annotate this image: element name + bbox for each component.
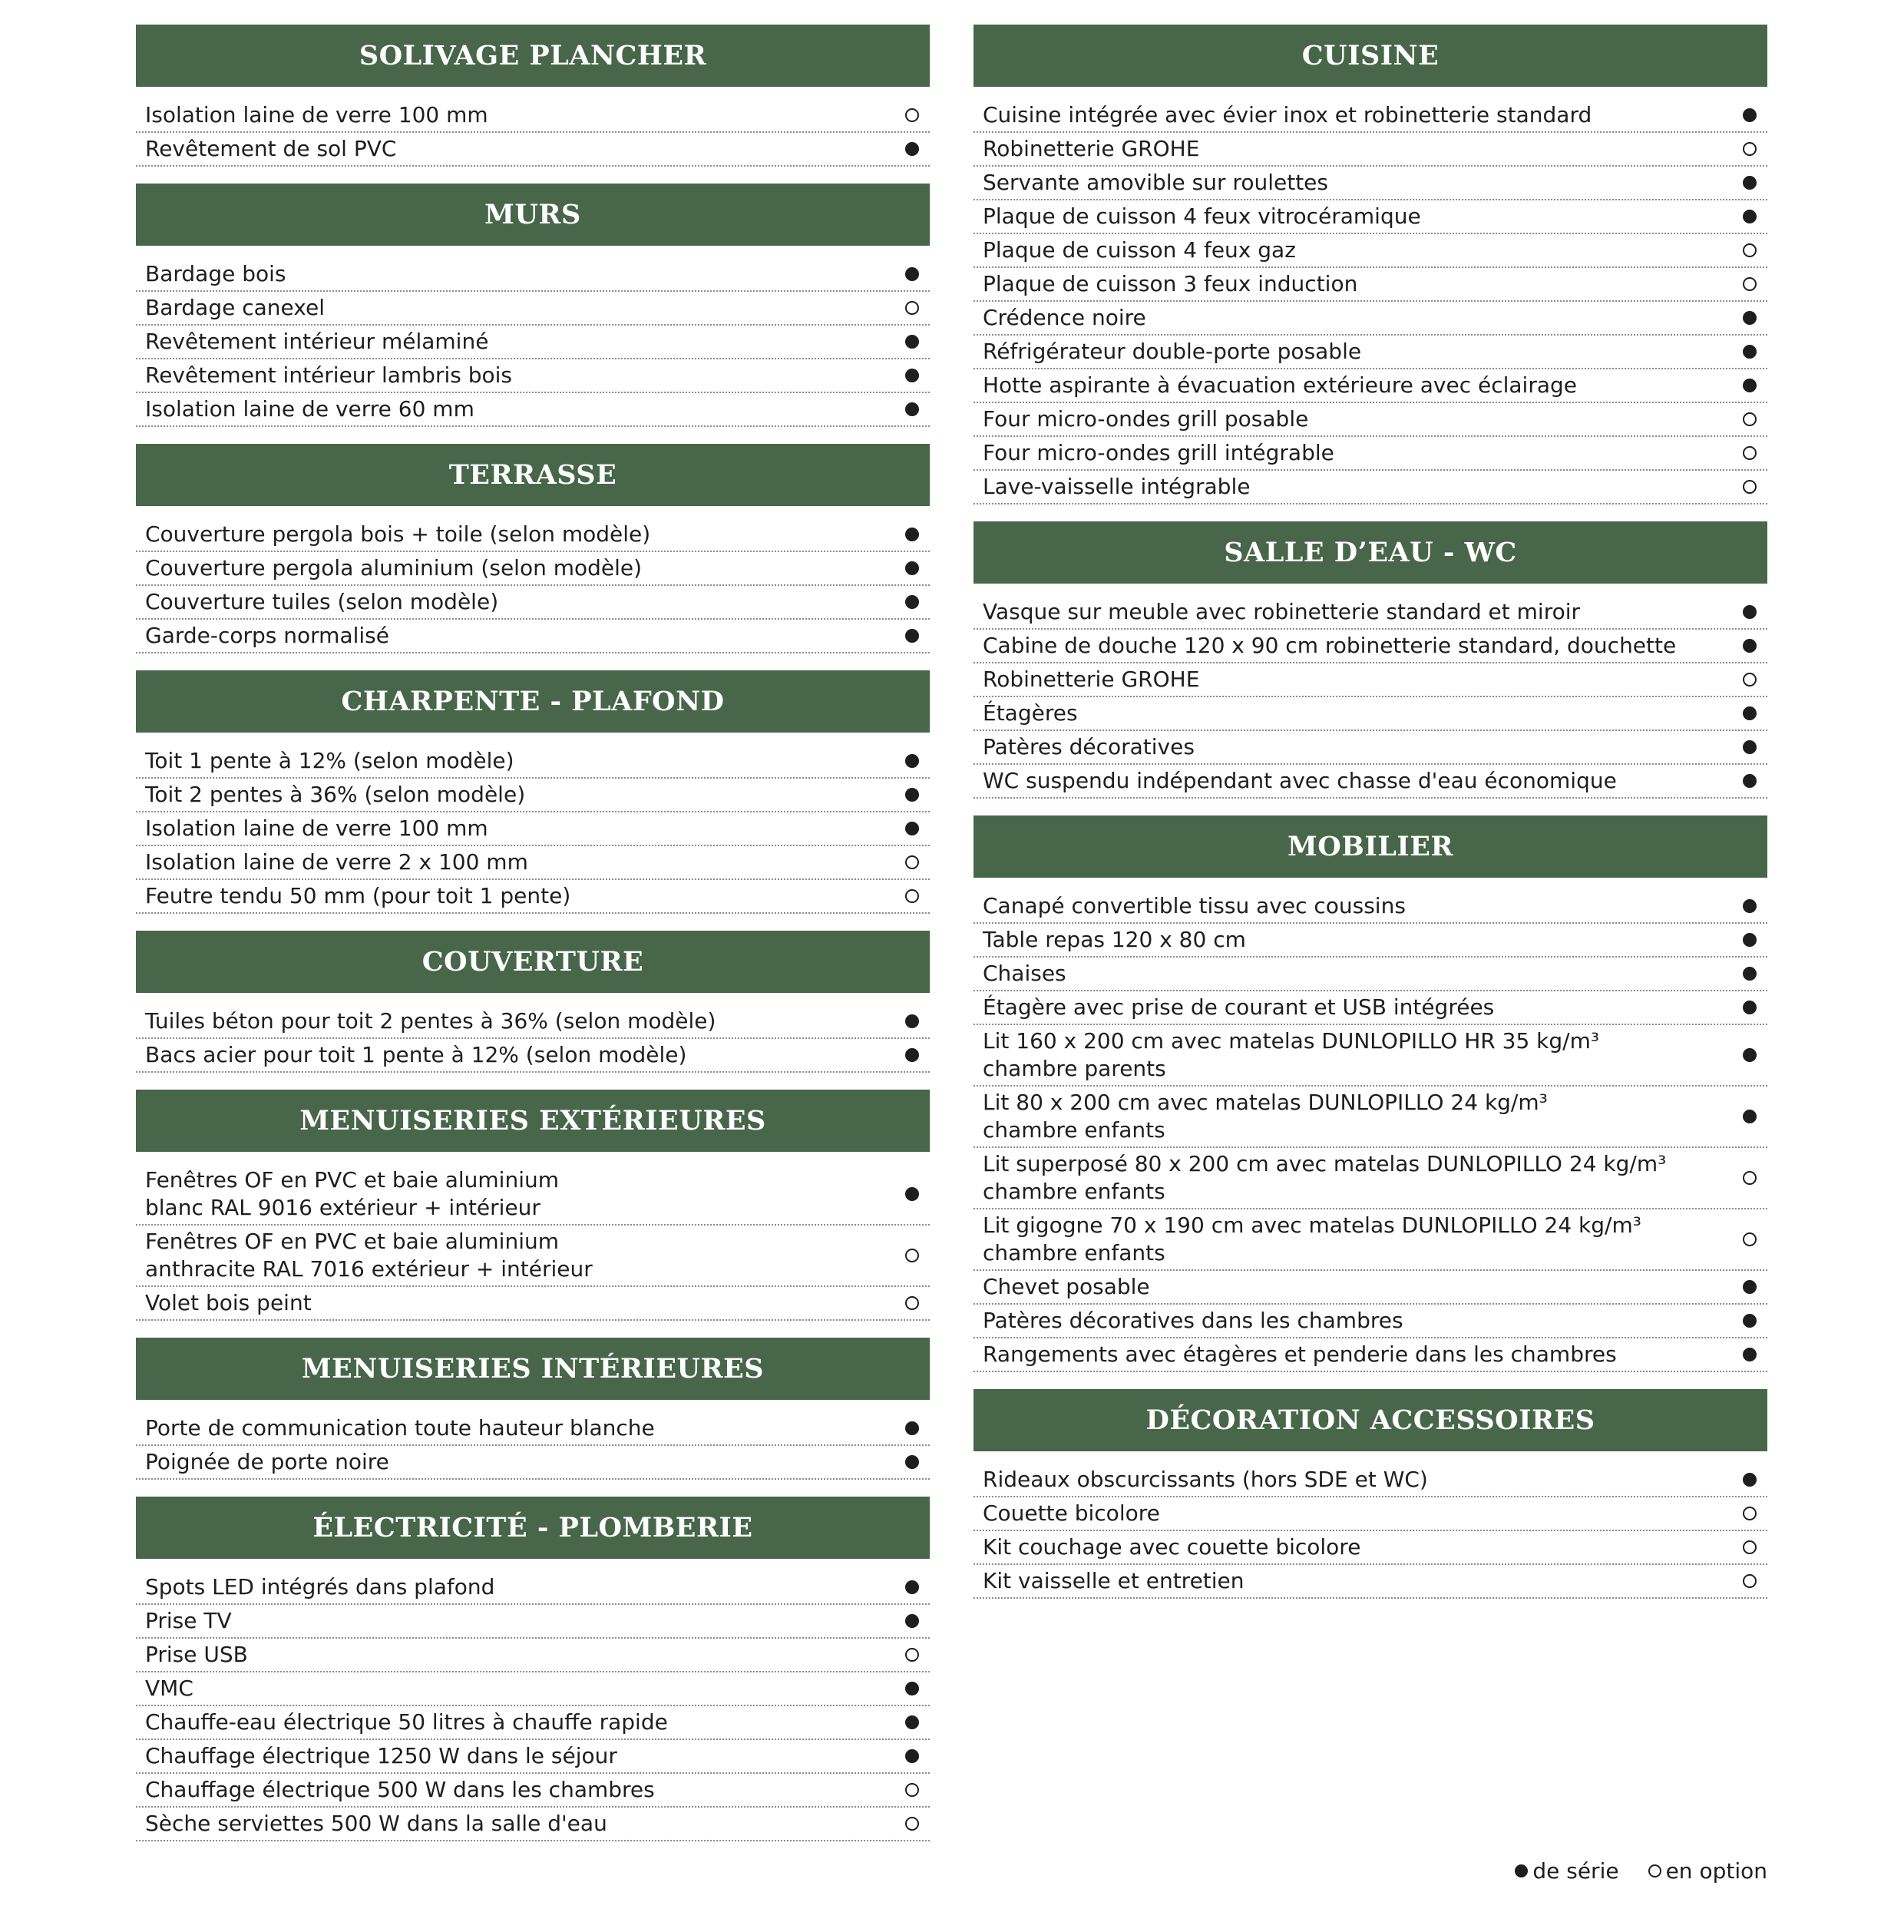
spec-row	[973, 1338, 1767, 1372]
spec-label-line: Garde-corps normalisé	[145, 623, 389, 648]
spec-row	[973, 99, 1767, 133]
spec-label-line: Sèche serviettes 500 W dans la salle d'eau	[145, 1811, 607, 1836]
empty-circle-icon	[1743, 480, 1757, 494]
spec-row	[973, 1087, 1767, 1148]
empty-circle-icon	[1743, 446, 1757, 460]
spec-row	[973, 924, 1767, 958]
spec-label-line-2: chambre enfants	[983, 1117, 1165, 1143]
spec-label-line: Isolation laine de verre 2 x 100 mm	[145, 849, 528, 875]
spec-label	[145, 395, 905, 423]
empty-circle-icon	[1743, 412, 1757, 426]
spec-label	[145, 815, 905, 842]
spec-label-line: Volet bois peint	[145, 1290, 312, 1315]
spec-label	[983, 1341, 1743, 1368]
spec-label	[983, 1212, 1743, 1267]
spec-label	[983, 338, 1743, 366]
empty-circle-icon	[1648, 1864, 1661, 1877]
spec-section	[973, 521, 1767, 799]
spec-row	[136, 1605, 930, 1639]
filled-dot-icon	[905, 528, 919, 541]
spec-row	[136, 1639, 930, 1672]
left-column	[136, 25, 930, 1858]
spec-label-line: Lit gigogne 70 x 190 cm avec matelas DUNLOPILLO 24 kg/m³	[983, 1212, 1641, 1238]
filled-dot-icon	[1743, 1314, 1757, 1328]
spec-row	[973, 663, 1767, 697]
spec-section	[973, 815, 1767, 1372]
filled-dot-icon	[905, 1614, 919, 1628]
spec-label	[983, 892, 1743, 920]
spec-label	[145, 135, 905, 163]
spec-row	[136, 1774, 930, 1808]
empty-circle-icon	[905, 1817, 919, 1831]
spec-label-line: Revêtement intérieur lambris bois	[145, 362, 512, 388]
spec-label-line: Servante amovible sur roulettes	[983, 170, 1328, 195]
filled-dot-icon	[905, 1048, 919, 1062]
spec-label-line: Canapé convertible tissu avec coussins	[983, 893, 1406, 918]
spec-label-line: Chaises	[983, 961, 1066, 986]
spec-label-line: Chauffe-eau électrique 50 litres à chauffe rapide	[145, 1709, 668, 1735]
spec-row	[136, 1706, 930, 1740]
spec-label	[983, 473, 1743, 501]
spec-label	[145, 1289, 905, 1317]
spec-label	[145, 1573, 905, 1601]
spec-label	[145, 622, 905, 650]
spec-label	[983, 372, 1743, 399]
empty-circle-icon	[905, 1648, 919, 1662]
spec-label-line: Cabine de douche 120 x 90 cm robinetterie standard, douchette	[983, 633, 1677, 658]
spec-label	[983, 405, 1743, 433]
spec-label-line: Chauffage électrique 1250 W dans le séjour	[145, 1743, 617, 1768]
spec-row	[136, 880, 930, 914]
spec-row	[973, 471, 1767, 505]
spec-label	[983, 237, 1743, 264]
spec-section	[136, 444, 930, 653]
spec-row	[973, 958, 1767, 991]
empty-circle-icon	[905, 301, 919, 315]
empty-circle-icon	[1743, 142, 1757, 156]
spec-row	[136, 1672, 930, 1706]
spec-row	[136, 292, 930, 326]
spec-label-line: Porte de communication toute hauteur blanche	[145, 1415, 655, 1441]
spec-section	[136, 1338, 930, 1480]
spec-label	[983, 767, 1743, 795]
spec-label-line: Lit 160 x 200 cm avec matelas DUNLOPILLO HR 35 kg/m³	[983, 1028, 1600, 1054]
spec-section	[973, 25, 1767, 505]
spec-label	[983, 135, 1743, 163]
spec-label	[983, 926, 1743, 954]
spec-label-line: Lave-vaisselle intégrable	[983, 474, 1251, 499]
spec-label	[145, 1709, 905, 1736]
spec-row	[973, 200, 1767, 234]
spec-label-line: Poignée de porte noire	[145, 1449, 389, 1474]
spec-label	[145, 328, 905, 356]
spec-label	[983, 666, 1743, 693]
spec-row	[136, 258, 930, 292]
filled-dot-icon	[1743, 176, 1757, 190]
filled-dot-icon	[905, 369, 919, 382]
spec-label	[983, 960, 1743, 988]
spec-row	[973, 1025, 1767, 1087]
spec-label	[983, 632, 1743, 660]
spec-section	[136, 184, 930, 427]
spec-label-line: Chauffage électrique 500 W dans les chambres	[145, 1777, 655, 1802]
filled-dot-icon	[1743, 1473, 1757, 1487]
spec-label-line: Revêtement de sol PVC	[145, 136, 397, 161]
section-title: COUVERTURE	[136, 931, 930, 993]
section-title: MENUISERIES EXTÉRIEURES	[136, 1090, 930, 1152]
spec-row	[136, 1226, 930, 1287]
empty-circle-icon	[1743, 1574, 1757, 1588]
spec-row	[973, 596, 1767, 630]
empty-circle-icon	[905, 1296, 919, 1310]
section-title: TERRASSE	[136, 444, 930, 506]
filled-dot-icon	[905, 595, 919, 609]
spec-label-line: Table repas 120 x 80 cm	[983, 927, 1246, 952]
spec-label	[983, 1150, 1743, 1206]
legend	[1486, 1858, 1767, 1884]
spec-section	[973, 1389, 1767, 1599]
section-title: ÉLECTRICITÉ - PLOMBERIE	[136, 1497, 930, 1559]
spec-label-line: Kit vaisselle et entretien	[983, 1568, 1245, 1593]
spec-label-line: Four micro-ondes grill intégrable	[983, 440, 1334, 465]
spec-label	[145, 1007, 905, 1035]
spec-label	[145, 1776, 905, 1804]
section-title: SOLIVAGE PLANCHER	[136, 25, 930, 87]
filled-dot-icon	[905, 1749, 919, 1763]
spec-row	[973, 167, 1767, 200]
spec-row	[973, 302, 1767, 336]
spec-row	[136, 1005, 930, 1039]
spec-label-line: Four micro-ondes grill posable	[983, 406, 1309, 432]
spec-label	[983, 270, 1743, 298]
filled-dot-icon	[905, 1421, 919, 1435]
filled-dot-icon	[905, 629, 919, 643]
filled-dot-icon	[905, 335, 919, 349]
spec-row	[973, 1305, 1767, 1338]
spec-label	[983, 304, 1743, 332]
legend-standard	[1515, 1858, 1618, 1884]
spec-row	[136, 359, 930, 393]
spec-label-line-2: chambre enfants	[983, 1240, 1165, 1265]
section-title: MENUISERIES INTÉRIEURES	[136, 1338, 930, 1400]
spec-label	[983, 994, 1743, 1021]
spec-row	[136, 552, 930, 586]
filled-dot-icon	[1743, 210, 1757, 223]
spec-label-line: Bacs acier pour toit 1 pente à 12% (selon modèle)	[145, 1042, 687, 1067]
spec-label-line: Plaque de cuisson 4 feux gaz	[983, 237, 1296, 263]
spec-label	[983, 203, 1743, 230]
spec-row	[136, 99, 930, 133]
spec-label-line: Couette bicolore	[983, 1500, 1160, 1526]
spec-label	[145, 1641, 905, 1669]
spec-row	[973, 369, 1767, 403]
spec-label	[145, 1607, 905, 1635]
spec-label	[983, 439, 1743, 467]
spec-label	[145, 260, 905, 288]
spec-label-line: Plaque de cuisson 4 feux vitrocéramique	[983, 203, 1421, 229]
spec-row	[973, 403, 1767, 437]
spec-label-line: Bardage bois	[145, 261, 286, 286]
spec-label	[983, 1027, 1743, 1083]
spec-section	[136, 1090, 930, 1321]
filled-dot-icon	[1743, 1048, 1757, 1062]
spec-label	[983, 1533, 1743, 1561]
spec-label-line: VMC	[145, 1676, 193, 1701]
spec-label	[983, 169, 1743, 197]
spec-label-line: Fenêtres OF en PVC et baie aluminium	[145, 1229, 559, 1254]
filled-dot-icon	[905, 754, 919, 768]
spec-row	[973, 890, 1767, 924]
spec-label-line: Fenêtres OF en PVC et baie aluminium	[145, 1167, 559, 1193]
empty-circle-icon	[1743, 1171, 1757, 1185]
spec-row	[136, 1039, 930, 1073]
spec-label-line: Toit 2 pentes à 36% (selon modèle)	[145, 782, 526, 807]
spec-label-line: Rangements avec étagères et penderie dans les chambres	[983, 1341, 1617, 1367]
filled-dot-icon	[1743, 967, 1757, 981]
spec-label	[145, 1228, 905, 1283]
spec-label-line: Rideaux obscurcissants (hors SDE et WC)	[983, 1467, 1428, 1492]
spec-label	[145, 1675, 905, 1702]
spec-row	[973, 1464, 1767, 1497]
filled-dot-icon	[905, 267, 919, 281]
filled-dot-icon	[905, 561, 919, 575]
spec-row	[973, 765, 1767, 799]
spec-section	[136, 931, 930, 1073]
spec-label	[145, 1041, 905, 1069]
filled-dot-icon	[905, 1187, 919, 1201]
spec-label-line-2: chambre parents	[983, 1056, 1166, 1081]
spec-label-line: Feutre tendu 50 mm (pour toit 1 pente)	[145, 883, 571, 908]
spec-row	[973, 1148, 1767, 1209]
filled-dot-icon	[905, 1715, 919, 1729]
spec-row	[136, 846, 930, 880]
filled-dot-icon	[905, 1580, 919, 1594]
filled-dot-icon	[1743, 1110, 1757, 1123]
right-column	[973, 25, 1767, 1616]
empty-circle-icon	[905, 1783, 919, 1797]
filled-dot-icon	[1743, 706, 1757, 720]
spec-label-line: Vasque sur meuble avec robinetterie standard et miroir	[983, 599, 1581, 624]
filled-dot-icon	[1743, 1280, 1757, 1294]
spec-row	[136, 1446, 930, 1480]
spec-row	[973, 731, 1767, 765]
filled-dot-icon	[1743, 1001, 1757, 1014]
spec-label	[145, 294, 905, 322]
filled-dot-icon	[1743, 108, 1757, 122]
spec-label-line: Couverture pergola aluminium (selon modèle)	[145, 555, 643, 581]
spec-row	[973, 336, 1767, 369]
filled-dot-icon	[905, 1014, 919, 1028]
spec-label	[145, 1448, 905, 1476]
spec-label-line: Plaque de cuisson 3 feux induction	[983, 271, 1358, 296]
spec-label-line: Isolation laine de verre 60 mm	[145, 396, 474, 422]
legend-standard-label: de série	[1532, 1858, 1619, 1884]
filled-dot-icon	[1743, 774, 1757, 788]
spec-label-line: Isolation laine de verre 100 mm	[145, 815, 488, 841]
legend-option-label: en option	[1665, 1858, 1767, 1884]
spec-label-line: Robinetterie GROHE	[983, 667, 1200, 692]
spec-label	[983, 1307, 1743, 1335]
spec-label-line: Robinetterie GROHE	[983, 136, 1200, 161]
spec-label	[145, 1166, 905, 1222]
spec-row	[973, 268, 1767, 302]
spec-label	[983, 1500, 1743, 1527]
empty-circle-icon	[1743, 277, 1757, 291]
empty-circle-icon	[1743, 1540, 1757, 1554]
spec-label	[983, 101, 1743, 129]
spec-row	[973, 1497, 1767, 1531]
spec-section	[136, 25, 930, 167]
spec-label-line: Cuisine intégrée avec évier inox et robinetterie standard	[983, 102, 1592, 127]
spec-row	[973, 437, 1767, 471]
spec-row	[973, 234, 1767, 268]
spec-row	[136, 1412, 930, 1446]
spec-label	[983, 1567, 1743, 1595]
section-title: SALLE D’EAU - WC	[973, 521, 1767, 584]
spec-row	[136, 1287, 930, 1321]
spec-label-line: Patères décoratives dans les chambres	[983, 1308, 1403, 1333]
spec-label-line: Spots LED intégrés dans plafond	[145, 1574, 495, 1600]
spec-row	[136, 1740, 930, 1774]
filled-dot-icon	[1743, 345, 1757, 359]
empty-circle-icon	[905, 108, 919, 122]
filled-dot-icon	[1743, 1348, 1757, 1361]
spec-row	[136, 1808, 930, 1841]
spec-label-line-2: chambre enfants	[983, 1179, 1165, 1204]
filled-dot-icon	[905, 402, 919, 416]
spec-label-line: Chevet posable	[983, 1274, 1150, 1299]
spec-label-line: Lit 80 x 200 cm avec matelas DUNLOPILLO 24 kg/m³	[983, 1090, 1548, 1115]
section-title: MOBILIER	[973, 815, 1767, 878]
spec-label-line: Tuiles béton pour toit 2 pentes à 36% (selon modèle)	[145, 1008, 716, 1034]
spec-label-line: Étagère avec prise de courant et USB intégrées	[983, 994, 1495, 1020]
spec-row	[136, 133, 930, 167]
spec-label-line: Couverture pergola bois + toile (selon modèle)	[145, 521, 651, 547]
empty-circle-icon	[905, 889, 919, 903]
spec-label	[145, 588, 905, 616]
spec-row	[973, 697, 1767, 731]
spec-label-line: Prise TV	[145, 1608, 232, 1633]
spec-row	[136, 620, 930, 653]
filled-dot-icon	[1515, 1864, 1528, 1877]
spec-section	[136, 670, 930, 914]
spec-row	[136, 326, 930, 359]
spec-label	[145, 747, 905, 775]
spec-row	[136, 586, 930, 620]
spec-label-line: Crédence noire	[983, 305, 1146, 330]
filled-dot-icon	[1743, 899, 1757, 913]
spec-row	[136, 812, 930, 846]
spec-label	[983, 700, 1743, 727]
spec-label	[145, 1414, 905, 1442]
section-title: CUISINE	[973, 25, 1767, 87]
spec-row	[973, 1209, 1767, 1271]
spec-label	[983, 1089, 1743, 1144]
filled-dot-icon	[1743, 379, 1757, 392]
section-title: MURS	[136, 184, 930, 246]
empty-circle-icon	[1743, 673, 1757, 686]
spec-label-line: Hotte aspirante à évacuation extérieure avec éclairage	[983, 372, 1577, 398]
spec-label-line-2: anthracite RAL 7016 extérieur + intérieur	[145, 1256, 593, 1282]
filled-dot-icon	[1743, 933, 1757, 947]
filled-dot-icon	[905, 822, 919, 835]
spec-section	[136, 1497, 930, 1841]
spec-row	[973, 1531, 1767, 1565]
spec-label	[145, 362, 905, 389]
section-title: DÉCORATION ACCESSOIRES	[973, 1389, 1767, 1451]
spec-row	[136, 1571, 930, 1605]
spec-row	[136, 745, 930, 779]
filled-dot-icon	[905, 788, 919, 802]
empty-circle-icon	[1743, 1232, 1757, 1246]
spec-row	[136, 518, 930, 552]
spec-label-line: Isolation laine de verre 100 mm	[145, 102, 488, 127]
spec-label	[145, 554, 905, 582]
spec-label	[983, 1273, 1743, 1301]
filled-dot-icon	[1743, 740, 1757, 754]
filled-dot-icon	[1743, 605, 1757, 619]
spec-label-line: Couverture tuiles (selon modèle)	[145, 589, 499, 614]
spec-label-line-2: blanc RAL 9016 extérieur + intérieur	[145, 1195, 540, 1220]
spec-label	[145, 1742, 905, 1770]
empty-circle-icon	[905, 1249, 919, 1262]
spec-label-line: Prise USB	[145, 1642, 248, 1667]
empty-circle-icon	[905, 855, 919, 869]
legend-option	[1648, 1858, 1767, 1884]
spec-label-line: Revêtement intérieur mélaminé	[145, 329, 489, 354]
filled-dot-icon	[1743, 311, 1757, 325]
spec-label	[145, 101, 905, 129]
spec-label-line: Étagères	[983, 700, 1078, 726]
spec-label	[145, 849, 905, 876]
spec-row	[136, 779, 930, 812]
spec-label	[983, 598, 1743, 626]
spec-row	[973, 1271, 1767, 1305]
section-title: CHARPENTE - PLAFOND	[136, 670, 930, 733]
spec-label	[145, 521, 905, 548]
filled-dot-icon	[905, 1682, 919, 1695]
spec-row	[973, 991, 1767, 1025]
spec-label-line: Réfrigérateur double-porte posable	[983, 339, 1362, 364]
spec-label	[983, 1466, 1743, 1494]
spec-label-line: Patères décoratives	[983, 734, 1195, 759]
spec-row	[136, 1164, 930, 1226]
spec-label-line: Lit superposé 80 x 200 cm avec matelas DUNLOPILLO 24 kg/m³	[983, 1151, 1667, 1176]
empty-circle-icon	[1743, 243, 1757, 257]
spec-label	[145, 781, 905, 809]
spec-label	[145, 882, 905, 910]
filled-dot-icon	[905, 142, 919, 156]
spec-row	[973, 630, 1767, 663]
spec-label	[145, 1810, 905, 1838]
filled-dot-icon	[905, 1455, 919, 1469]
spec-label-line: Toit 1 pente à 12% (selon modèle)	[145, 748, 514, 773]
spec-row	[973, 1565, 1767, 1599]
spec-label-line: Bardage canexel	[145, 295, 325, 320]
filled-dot-icon	[1743, 639, 1757, 653]
spec-label	[983, 733, 1743, 761]
spec-label-line: Kit couchage avec couette bicolore	[983, 1534, 1361, 1560]
spec-label-line: WC suspendu indépendant avec chasse d'eau économique	[983, 768, 1617, 793]
empty-circle-icon	[1743, 1507, 1757, 1520]
spec-row	[973, 133, 1767, 167]
spec-row	[136, 393, 930, 427]
